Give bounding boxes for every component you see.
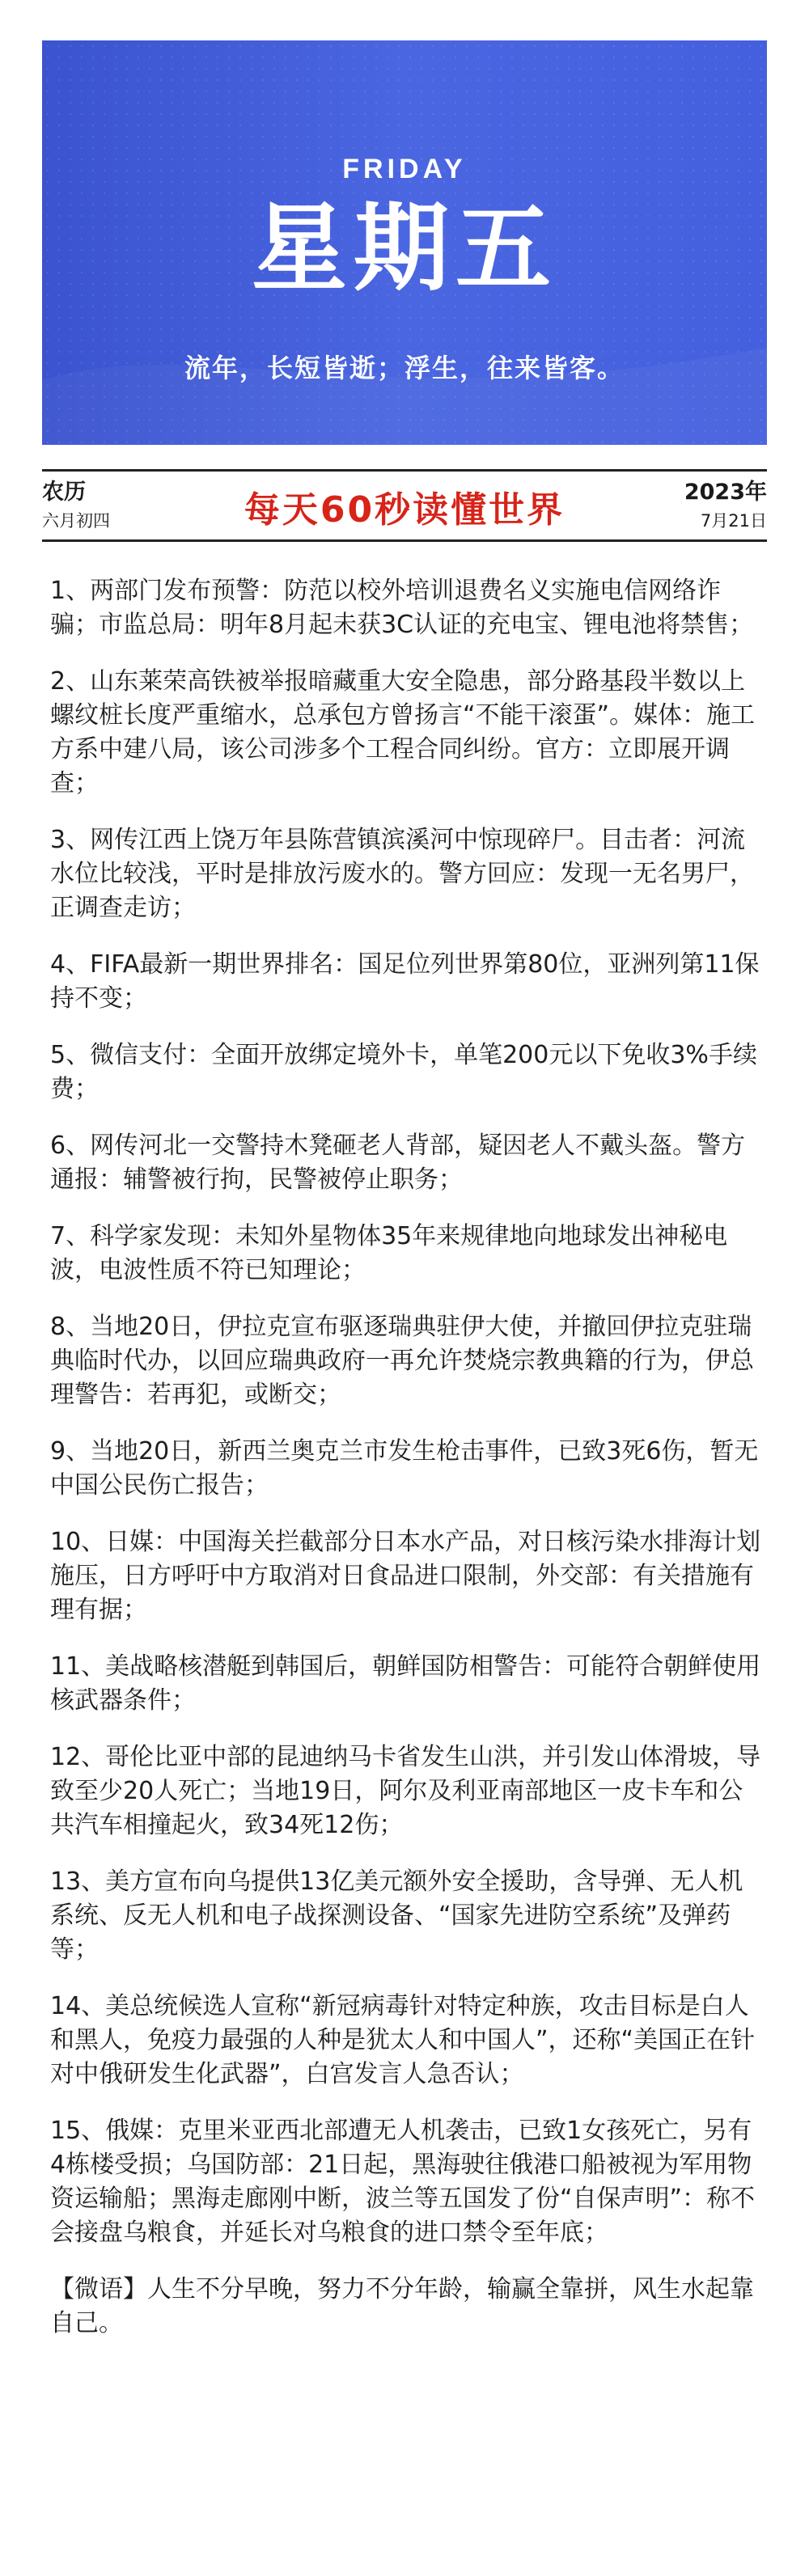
month-day: 7月21日 [700, 511, 767, 531]
news-item: 7、科学家发现：未知外星物体35年来规律地向地球发出神秘电波，电波性质不符已知理论； [50, 1222, 728, 1284]
news-item: 12、哥伦比亚中部的昆迪纳马卡省发生山洪，并引发山体滑坡，导致至少20人死亡；当地19日，阿尔及利亚南部地区一皮卡车和公共汽车相撞起火，致34死12伤； [50, 1743, 761, 1839]
news-item: 9、当地20日，新西兰奥克兰市发生枪击事件，已致3死6伤，暂无中国公民伤亡报告； [50, 1437, 759, 1499]
news-list [50, 574, 762, 2365]
news-item: 10、日媒：中国海关拦截部分日本水产品，对日核污染水排海计划施压，日方呼吁中方取消对日食品进口限制，外交部：有关措施有理有据； [50, 1528, 761, 1624]
news-item: 13、美方宣布向乌提供13亿美元额外安全援助，含导弹、无人机系统、反无人机和电子战探测设备、“国家先进防空系统”及弹药等； [50, 1867, 743, 1964]
weekday-chinese: 星期五 [251, 192, 557, 304]
header-banner [42, 40, 767, 445]
news-item: 15、俄媒：克里米亚西北部遭无人机袭击，已致1女孩死亡，另有4栋楼受损；乌国防部：21日起，黑海驶往俄港口船被视为军用物资运输船；黑海走廊刚中断，波兰等五国发了份“自保声明”：称不会接盘乌粮食，并延长对乌粮食的进口禁令至年底； [50, 2117, 756, 2247]
news-item: 2、山东莱荣高铁被举报暗藏重大安全隐患，部分路基段半数以上螺纹桩长度严重缩水，总承包方曾扬言“不能干滚蛋”。媒体：施工方系中建八局，该公司涉多个工程合同纠纷。官方：立即展开调查； [50, 667, 756, 797]
year: 2023年 [684, 480, 767, 505]
weekday-english: FRIDAY [342, 154, 467, 184]
date-bar-bottom-rule [42, 539, 767, 542]
news-item: 3、网传江西上饶万年县陈营镇滨溪河中惊现碎尸。目击者：河流水位比较浅，平时是排放污废水的。警方回应：发现一无名男尸，正调查走访； [50, 826, 754, 922]
news-item: 1、两部门发布预警：防范以校外培训退费名义实施电信网络诈骗；市监总局：明年8月起未获3C认证的充电宝、锂电池将禁售； [50, 577, 754, 639]
banner-motto: 流年，长短皆逝；浮生，往来皆客。 [184, 353, 625, 383]
lunar-date: 六月初四 [42, 511, 110, 531]
news-item: 4、FIFA最新一期世界排名：国足位列世界第80位，亚洲列第11保持不变； [50, 950, 760, 1013]
date-bar-top-rule [42, 469, 767, 472]
news-item: 5、微信支付：全面开放绑定境外卡，单笔200元以下免收3%手续费； [50, 1041, 757, 1103]
lunar-label: 农历 [42, 480, 86, 505]
slogan: 每天60秒读懂世界 [244, 489, 565, 531]
news-item: 6、网传河北一交警持木凳砸老人背部，疑因老人不戴头盔。警方通报：辅警被行拘，民警被停止职务； [50, 1131, 746, 1194]
news-item: 11、美战略核潜艇到韩国后，朝鲜国防相警告：可能符合朝鲜使用核武器条件； [50, 1652, 761, 1715]
daily-quote: 【微语】人生不分早晚，努力不分年龄，输赢全靠拼，风生水起靠自己。 [50, 2275, 754, 2337]
news-item: 8、当地20日，伊拉克宣布驱逐瑞典驻伊大使，并撤回伊拉克驻瑞典临时代办，以回应瑞典政府一再允许焚烧宗教典籍的行为，伊总理警告：若再犯，或断交； [50, 1313, 754, 1409]
news-item: 14、美总统候选人宣称“新冠病毒针对特定种族，攻击目标是白人和黑人，免疫力最强的人种是犹太人和中国人”，还称“美国正在针对中俄研发生化武器”，白宫发言人急否认； [50, 1992, 756, 2088]
